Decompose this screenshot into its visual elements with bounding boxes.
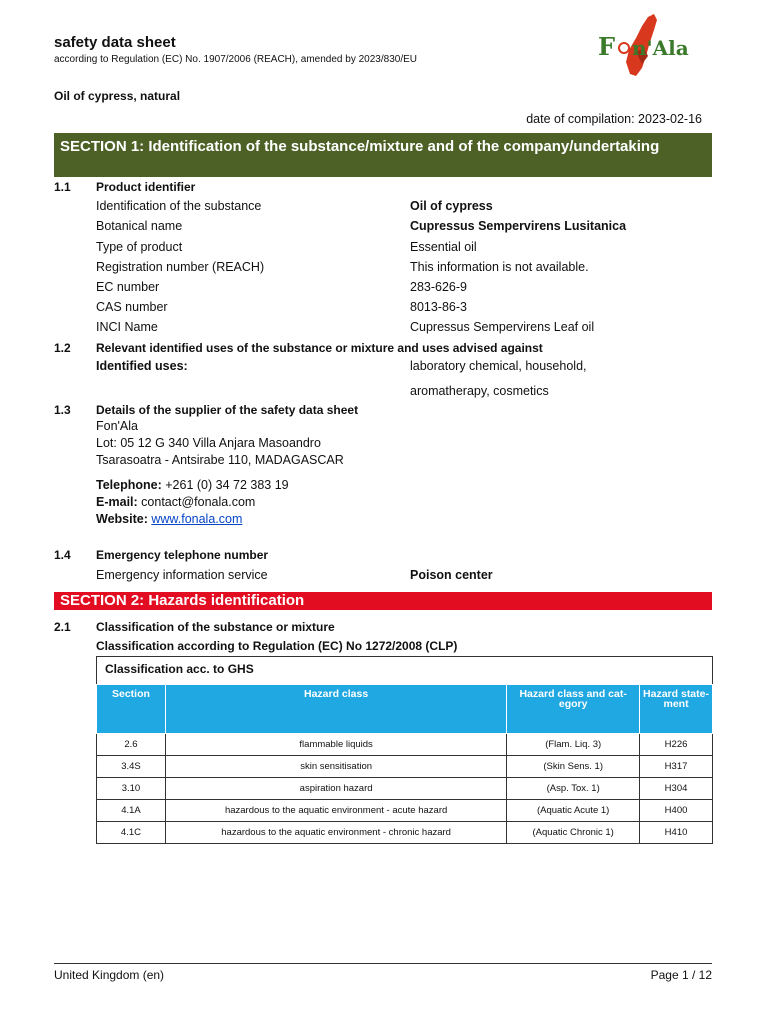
reach-number-label: Registration number (REACH) — [96, 260, 265, 274]
cell-section: 3.10 — [97, 778, 166, 800]
s12-number: 1.2 — [54, 341, 71, 355]
s13-number: 1.3 — [54, 403, 71, 417]
cas-number-label: CAS number — [96, 300, 168, 314]
cell-hazard-category: (Skin Sens. 1) — [507, 756, 640, 778]
table-row — [97, 734, 713, 756]
col-hazard-statement-header: Hazard state- ment — [640, 685, 713, 734]
regulation-subtitle: according to Regulation (EC) No. 1907/2006 (REACH), amended by 2023/830/EU — [54, 54, 417, 65]
website-row — [96, 512, 242, 526]
cas-number-value: 8013-86-3 — [410, 300, 467, 314]
logo-o-ring — [618, 42, 630, 54]
table-row — [97, 800, 713, 822]
table-row — [97, 778, 713, 800]
email-value: contact@fonala.com — [141, 495, 256, 509]
col-hazard-category-header: Hazard class and cat- egory — [507, 685, 640, 734]
s13-heading: Details of the supplier of the safety data sheet — [96, 403, 359, 417]
product-name: Oil of cypress, natural — [54, 89, 181, 103]
ec-number-label: EC number — [96, 280, 160, 294]
cell-hazard-category: (Asp. Tox. 1) — [507, 778, 640, 800]
identification-value: Oil of cypress — [410, 199, 493, 213]
product-type-value: Essential oil — [410, 240, 477, 254]
cell-hazard-class: hazardous to the aquatic environment - acute hazard — [165, 800, 506, 822]
s12-heading: Relevant identified uses of the substance or mixture and uses advised against — [96, 341, 543, 355]
telephone-row — [96, 478, 289, 492]
clp-classification-heading: Classification according to Regulation (EC) No 1272/2008 (CLP) — [96, 639, 458, 653]
table-row — [97, 822, 713, 844]
s21-heading: Classification of the substance or mixture — [96, 620, 335, 634]
ec-number-value: 283-626-9 — [410, 280, 467, 294]
hazard-table-header-row — [97, 685, 713, 734]
supplier-name: Fon'Ala — [96, 419, 138, 433]
cell-hazard-category: (Aquatic Acute 1) — [507, 800, 640, 822]
section1-heading: SECTION 1: Identification of the substance/mixture and of the company/undertaking — [54, 133, 712, 177]
supplier-address-line1: Lot: 05 12 G 340 Villa Anjara Masoandro — [96, 436, 321, 450]
website-link[interactable]: www.fonala.com — [151, 512, 243, 526]
cell-hazard-statement: H410 — [640, 822, 713, 844]
cell-hazard-class: hazardous to the aquatic environment - chronic hazard — [165, 822, 506, 844]
website-label: Website: — [96, 512, 148, 526]
identified-uses-label: Identified uses: — [96, 359, 188, 373]
cell-section: 3.4S — [97, 756, 166, 778]
cell-hazard-statement: H304 — [640, 778, 713, 800]
cell-hazard-statement: H317 — [640, 756, 713, 778]
s11-number: 1.1 — [54, 180, 71, 194]
logo-text-rest: n'Ala — [632, 36, 689, 60]
footer-divider — [54, 963, 712, 964]
identified-uses-value-1: laboratory chemical, household, — [410, 359, 587, 373]
identification-label: Identification of the substance — [96, 199, 262, 213]
telephone-value: +261 (0) 34 72 383 19 — [165, 478, 289, 492]
cell-hazard-class: skin sensitisation — [165, 756, 506, 778]
footer-locale: United Kingdom (en) — [54, 968, 165, 982]
reach-number-value: This information is not available. — [410, 260, 589, 274]
ghs-classification-box — [96, 656, 713, 844]
cell-section: 4.1C — [97, 822, 166, 844]
cell-section: 2.6 — [97, 734, 166, 756]
section2-heading: SECTION 2: Hazards identification — [54, 592, 712, 610]
s14-heading: Emergency telephone number — [96, 548, 269, 562]
emergency-service-label: Emergency information service — [96, 568, 268, 582]
hazard-table — [96, 684, 713, 844]
company-logo — [596, 12, 706, 84]
logo-text-f: F — [598, 32, 616, 61]
inci-name-value: Cupressus Sempervirens Leaf oil — [410, 320, 595, 334]
col-section-header: Section — [97, 685, 166, 734]
page-number: Page 1 / 12 — [650, 968, 712, 982]
cell-hazard-class: flammable liquids — [165, 734, 506, 756]
col-hazard-class-header: Hazard class — [165, 685, 506, 734]
inci-name-label: INCI Name — [96, 320, 158, 334]
identified-uses-value-2: aromatherapy, cosmetics — [410, 384, 549, 398]
email-label: E-mail: — [96, 495, 138, 509]
cell-hazard-statement: H226 — [640, 734, 713, 756]
cell-hazard-class: aspiration hazard — [165, 778, 506, 800]
botanical-name-value: Cupressus Sempervirens Lusitanica — [410, 219, 627, 233]
cell-hazard-category: (Flam. Liq. 3) — [507, 734, 640, 756]
email-row — [96, 495, 255, 509]
s11-heading: Product identifier — [96, 180, 196, 194]
s14-number: 1.4 — [54, 548, 71, 562]
emergency-service-value: Poison center — [410, 568, 493, 582]
compilation-date: date of compilation: 2023-02-16 — [526, 112, 702, 126]
cell-hazard-category: (Aquatic Chronic 1) — [507, 822, 640, 844]
table-row — [97, 756, 713, 778]
supplier-address-line2: Tsarasoatra - Antsirabe 110, MADAGASCAR — [96, 453, 344, 467]
s21-number: 2.1 — [54, 620, 71, 634]
ghs-table-title: Classification acc. to GHS — [105, 662, 254, 676]
cell-hazard-statement: H400 — [640, 800, 713, 822]
document-title: safety data sheet — [54, 34, 176, 51]
telephone-label: Telephone: — [96, 478, 162, 492]
botanical-name-label: Botanical name — [96, 219, 183, 233]
product-type-label: Type of product — [96, 240, 183, 254]
cell-section: 4.1A — [97, 800, 166, 822]
